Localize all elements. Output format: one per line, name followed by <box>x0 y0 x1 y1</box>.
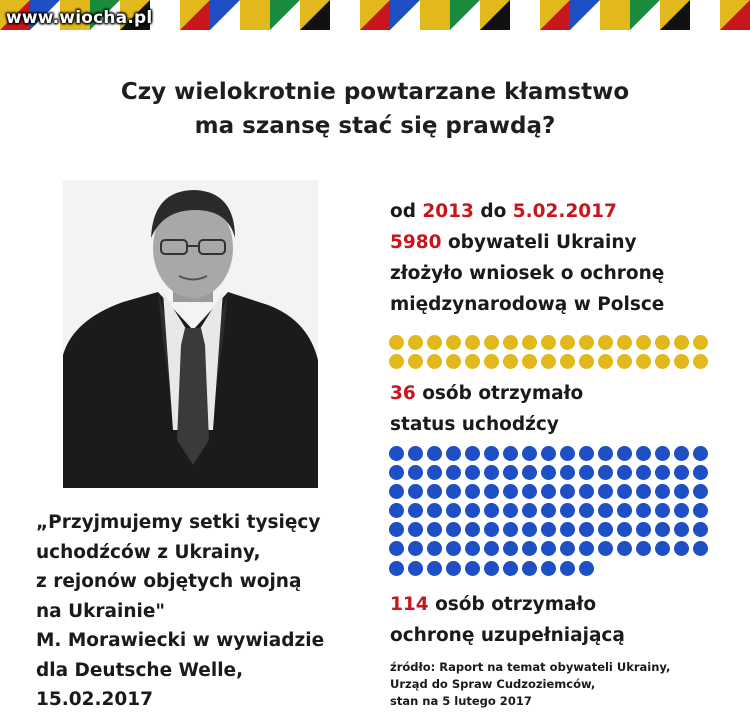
dot <box>427 561 442 576</box>
dot <box>446 522 461 537</box>
dot <box>503 503 518 518</box>
quote-line: z rejonów objętych wojną <box>36 571 302 592</box>
dot <box>522 484 537 499</box>
dot <box>655 465 670 480</box>
dot <box>465 465 480 480</box>
dot <box>503 446 518 461</box>
dot <box>522 446 537 461</box>
dot <box>617 354 632 369</box>
subsidiary-rest: osób otrzymało <box>435 594 597 615</box>
yellow-dot-grid <box>389 335 708 369</box>
page-title <box>40 75 710 143</box>
dot <box>427 503 442 518</box>
dot <box>465 503 480 518</box>
dot <box>674 484 689 499</box>
dot <box>503 561 518 576</box>
stat-refugee-line-2: status uchodźcy <box>390 414 559 435</box>
dot <box>503 541 518 556</box>
dot <box>693 541 708 556</box>
dot <box>408 503 423 518</box>
dot <box>598 354 613 369</box>
stat-subsidiary-line-1 <box>390 589 735 620</box>
dot <box>427 522 442 537</box>
dot <box>636 484 651 499</box>
dot <box>636 335 651 350</box>
title-line-1: Czy wielokrotnie powtarzane kłamstwo <box>120 79 630 105</box>
dot <box>522 503 537 518</box>
dot <box>598 484 613 499</box>
dot <box>560 446 575 461</box>
dot <box>484 503 499 518</box>
dot <box>674 465 689 480</box>
quote-line: uchodźców z Ukrainy, <box>36 541 261 563</box>
dot <box>674 354 689 369</box>
dot <box>636 522 651 537</box>
dot <box>617 522 632 537</box>
dot <box>560 503 575 518</box>
dot <box>674 446 689 461</box>
quote-block <box>36 508 381 715</box>
stat-applications-line-2 <box>390 227 735 258</box>
dot <box>389 465 404 480</box>
dot <box>674 541 689 556</box>
subsidiary-count: 114 <box>390 594 429 615</box>
dot <box>693 446 708 461</box>
dot <box>560 354 575 369</box>
dot <box>560 335 575 350</box>
dot <box>541 446 556 461</box>
dot <box>389 484 404 499</box>
stat-applications-line-4: międzynarodową w Polsce <box>390 294 665 315</box>
dot <box>446 446 461 461</box>
dot <box>484 354 499 369</box>
dot <box>408 335 423 350</box>
dot <box>541 354 556 369</box>
dot <box>541 484 556 499</box>
dot <box>541 561 556 576</box>
dot <box>389 522 404 537</box>
dot <box>655 446 670 461</box>
dot <box>560 484 575 499</box>
dot <box>579 541 594 556</box>
dot <box>655 522 670 537</box>
blue-dot-grid <box>389 446 708 576</box>
quote-line: dla Deutsche Welle, <box>36 659 244 681</box>
dot <box>522 541 537 556</box>
dot <box>408 484 423 499</box>
stat-subsidiary <box>390 589 735 651</box>
applications-count: 5980 <box>390 232 442 253</box>
dot <box>465 446 480 461</box>
dot <box>484 465 499 480</box>
dot <box>579 354 594 369</box>
dot <box>465 541 480 556</box>
dot <box>617 541 632 556</box>
source-line-3: stan na 5 lutego 2017 <box>390 694 532 708</box>
source-note <box>390 659 670 710</box>
dot <box>427 541 442 556</box>
dot <box>579 561 594 576</box>
dot <box>427 335 442 350</box>
dot <box>503 484 518 499</box>
dot <box>636 503 651 518</box>
dot <box>446 465 461 480</box>
dot <box>484 484 499 499</box>
stat-applications <box>390 196 735 320</box>
dot <box>389 561 404 576</box>
dot <box>598 446 613 461</box>
dot <box>541 503 556 518</box>
dot <box>541 541 556 556</box>
dot <box>579 335 594 350</box>
dot <box>579 503 594 518</box>
dot <box>484 446 499 461</box>
dot <box>446 541 461 556</box>
date-to: 5.02.2017 <box>512 201 617 222</box>
prefix-do: do <box>480 201 507 222</box>
refugee-count: 36 <box>390 383 416 404</box>
dot <box>389 541 404 556</box>
dot <box>427 354 442 369</box>
dot <box>427 484 442 499</box>
dot <box>636 446 651 461</box>
dot <box>541 335 556 350</box>
dot <box>503 354 518 369</box>
dot <box>408 522 423 537</box>
watermark: www.wiocha.pl <box>6 8 153 28</box>
dot <box>446 484 461 499</box>
dot <box>655 484 670 499</box>
dot <box>617 503 632 518</box>
dot <box>503 522 518 537</box>
dot <box>560 465 575 480</box>
dot <box>579 446 594 461</box>
dot <box>674 335 689 350</box>
refugee-rest: osób otrzymało <box>422 383 584 404</box>
dot <box>427 465 442 480</box>
dot <box>655 335 670 350</box>
dot <box>674 522 689 537</box>
dot <box>636 465 651 480</box>
dot <box>579 484 594 499</box>
dot <box>674 503 689 518</box>
dot <box>617 446 632 461</box>
dot <box>389 335 404 350</box>
dot <box>655 541 670 556</box>
dot <box>408 354 423 369</box>
dot <box>522 465 537 480</box>
dot <box>408 446 423 461</box>
stat-refugee-line-1 <box>390 378 735 409</box>
dot <box>484 522 499 537</box>
dot <box>636 541 651 556</box>
stat-refugee <box>390 378 735 440</box>
dot <box>598 522 613 537</box>
dot <box>693 335 708 350</box>
dot <box>408 561 423 576</box>
dot <box>465 484 480 499</box>
stat-subsidiary-line-2: ochronę uzupełniającą <box>390 625 625 646</box>
dot <box>465 335 480 350</box>
dot <box>446 335 461 350</box>
dot <box>617 335 632 350</box>
portrait-photo <box>63 180 318 488</box>
dot <box>598 335 613 350</box>
dot <box>560 522 575 537</box>
applications-count-rest: obywateli Ukrainy <box>447 232 637 253</box>
title-line-2: ma szansę stać się prawdą? <box>194 113 556 139</box>
dot <box>446 561 461 576</box>
quote-line: na Ukrainie" <box>36 600 166 622</box>
dot <box>560 561 575 576</box>
dot <box>503 465 518 480</box>
dot <box>636 354 651 369</box>
dot <box>427 446 442 461</box>
dot <box>617 465 632 480</box>
dot <box>484 335 499 350</box>
dot <box>446 354 461 369</box>
dot <box>484 561 499 576</box>
dot <box>408 465 423 480</box>
dot <box>408 541 423 556</box>
dot <box>655 503 670 518</box>
dot <box>693 522 708 537</box>
dot <box>693 465 708 480</box>
dot <box>446 503 461 518</box>
dot <box>484 541 499 556</box>
dot <box>693 354 708 369</box>
dot <box>617 484 632 499</box>
dot <box>655 354 670 369</box>
dot <box>693 503 708 518</box>
prefix-od: od <box>390 201 416 222</box>
dot <box>465 522 480 537</box>
dot <box>579 522 594 537</box>
dot <box>389 354 404 369</box>
dot <box>389 503 404 518</box>
dot <box>598 541 613 556</box>
stat-applications-line-3: złożyło wniosek o ochronę <box>390 263 665 284</box>
dot <box>693 484 708 499</box>
dot <box>389 446 404 461</box>
year-from: 2013 <box>422 201 474 222</box>
dot <box>560 541 575 556</box>
dot <box>579 465 594 480</box>
dot <box>465 354 480 369</box>
quote-line: 15.02.2017 <box>36 689 154 710</box>
dot <box>465 561 480 576</box>
quote-line: „Przyjmujemy setki tysięcy <box>36 512 321 533</box>
stat-applications-line-1 <box>390 196 735 227</box>
dot <box>522 561 537 576</box>
dot <box>522 335 537 350</box>
dot <box>541 522 556 537</box>
source-line-2: Urząd do Spraw Cudzoziemców, <box>390 677 596 691</box>
dot <box>522 522 537 537</box>
dot <box>522 354 537 369</box>
dot <box>598 503 613 518</box>
quote-line: M. Morawiecki w wywiadzie <box>36 630 325 651</box>
source-line-1: źródło: Raport na temat obywateli Ukrainy, <box>390 660 671 674</box>
dot <box>598 465 613 480</box>
dot <box>503 335 518 350</box>
dot <box>541 465 556 480</box>
